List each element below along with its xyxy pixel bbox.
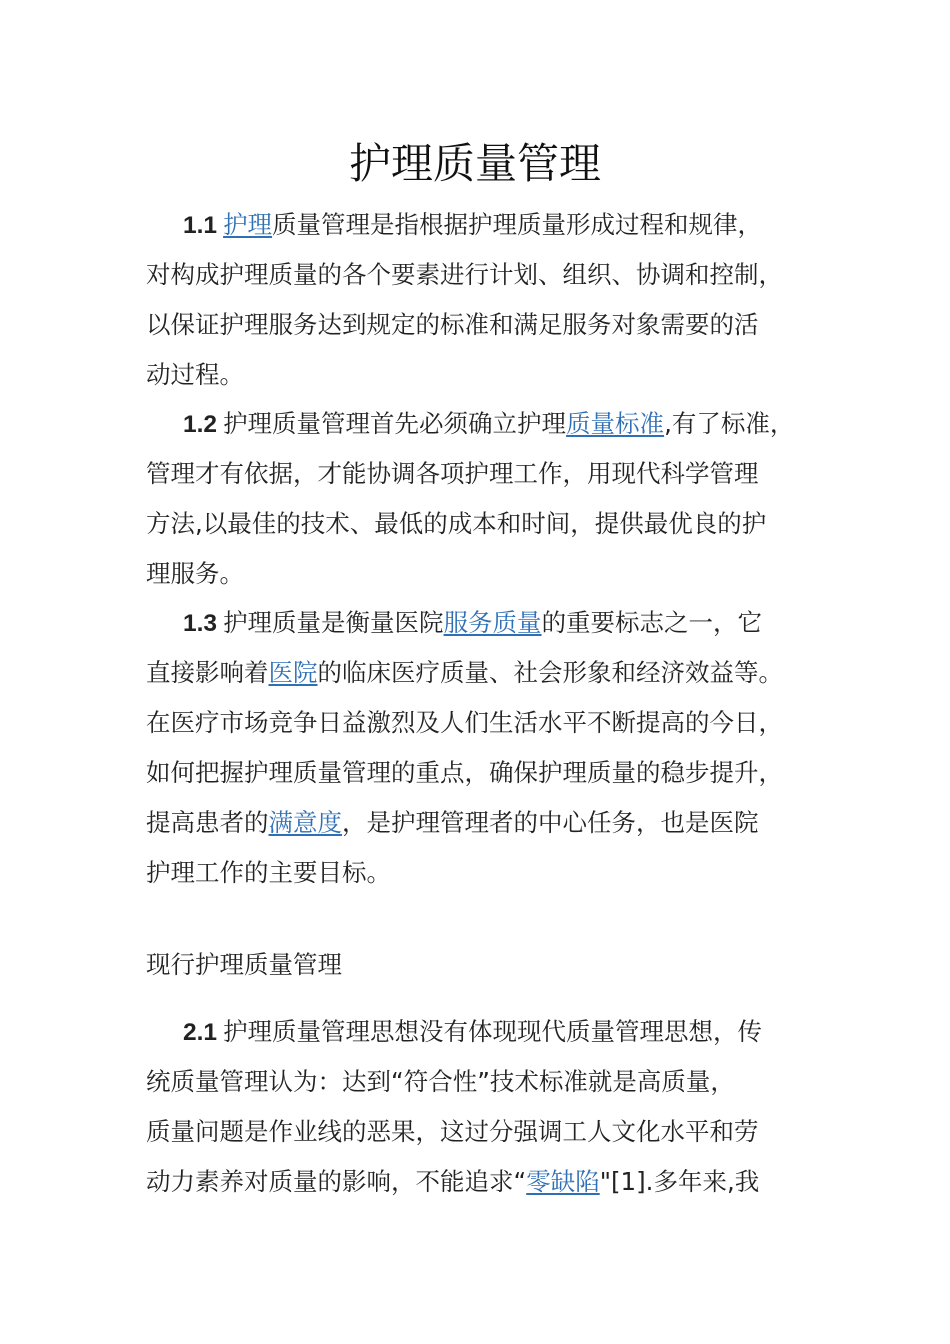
paragraph-1-3 xyxy=(146,598,826,898)
text-run: ,有了标准， xyxy=(664,409,795,438)
paragraph-line: 管理才有依据，才能协调各项护理工作，用现代科学管理 xyxy=(146,459,759,488)
paragraph-line xyxy=(146,598,826,648)
document-title: 护理质量管理 xyxy=(348,139,601,188)
paragraph-line xyxy=(146,648,826,698)
text-run: ，是护理管理者的中心任务，也是医院 xyxy=(342,808,759,837)
text-run: 护理质量管理思想没有体现现代质量管理思想，传 xyxy=(223,1017,763,1046)
paragraph-line xyxy=(146,399,826,449)
text-run: 质量管理是指根据护理质量形成过程和规律， xyxy=(272,210,763,239)
text-run: 护理质量管理首先必须确立护理 xyxy=(223,409,567,438)
text-run: 的临床医疗质量、社会形象和经济效益等。 xyxy=(317,658,783,687)
paragraph-line: 方法,以最佳的技术、最低的成本和时间，提供最优良的护 xyxy=(146,509,767,538)
text-run: 直接影响着 xyxy=(146,658,269,687)
paragraph-line: 统质量管理认为：达到“符合性”技术标准就是高质量， xyxy=(146,1067,735,1096)
paragraph-line xyxy=(146,1157,826,1207)
paragraph-line: 对构成护理质量的各个要素进行计划、组织、协调和控制， xyxy=(146,260,783,289)
paragraph-line xyxy=(146,200,826,250)
text-run: "[1].多年来,我 xyxy=(599,1167,760,1196)
link-quality-standard[interactable]: 质量标准 xyxy=(566,409,665,438)
paragraph-line: 理服务。 xyxy=(146,559,244,588)
paragraph-1-2 xyxy=(146,399,826,599)
paragraph-line: 以保证护理服务达到规定的标准和满足服务对象需要的活 xyxy=(146,310,759,339)
section-heading: 现行护理质量管理 xyxy=(146,950,342,979)
section-number: 1.1 xyxy=(183,212,218,239)
link-zero-defect[interactable]: 零缺陷 xyxy=(526,1167,600,1196)
paragraph-line: 如何把握护理质量管理的重点，确保护理质量的稳步提升， xyxy=(146,758,783,787)
text-run: 护理质量是衡量医院 xyxy=(223,608,444,637)
section-number: 1.3 xyxy=(183,610,218,637)
text-run: 动力素养对质量的影响，不能追求“ xyxy=(146,1167,527,1196)
text-run: 提高患者的 xyxy=(146,808,269,837)
section-number: 2.1 xyxy=(183,1019,218,1046)
link-hospital[interactable]: 医院 xyxy=(268,658,318,687)
paragraph-1-1 xyxy=(146,200,826,400)
paragraph-line: 质量问题是作业线的恶果，这过分强调工人文化水平和劳 xyxy=(146,1117,759,1146)
link-satisfaction[interactable]: 满意度 xyxy=(268,808,342,837)
paragraph-2-1 xyxy=(146,1007,826,1207)
text-run: 的重要标志之一，它 xyxy=(541,608,763,637)
link-hu-li[interactable]: 护理 xyxy=(223,210,273,239)
paragraph-line xyxy=(146,798,826,848)
section-number: 1.2 xyxy=(183,411,218,438)
paragraph-line: 动过程。 xyxy=(146,360,244,389)
paragraph-line: 在医疗市场竞争日益激烈及人们生活水平不断提高的今日， xyxy=(146,708,783,737)
paragraph-line: 护理工作的主要目标。 xyxy=(146,858,391,887)
paragraph-line xyxy=(146,1007,826,1057)
link-service-quality[interactable]: 服务质量 xyxy=(443,608,542,637)
